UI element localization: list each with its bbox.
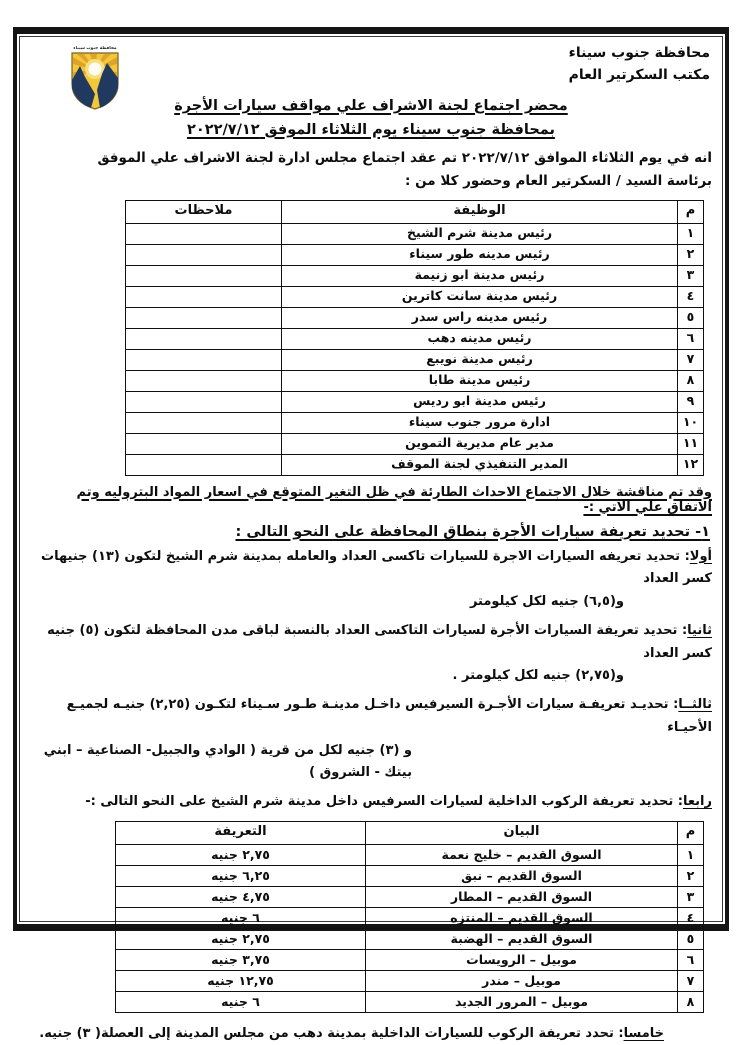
intro-paragraph [30,147,712,193]
fare-amount: ٦,٢٥ جنيه [116,865,366,886]
attendee-row [126,433,704,454]
clause-label: ثانيا [687,622,712,638]
fares-table [115,821,704,1013]
attendee-position: رئيس مدينه راس سدر [282,307,678,328]
attendee-row [126,349,704,370]
attendee-num: ١٢ [678,454,704,475]
attendee-notes [126,265,282,286]
clause-label: رابعا [682,794,712,810]
col-header-num: م [678,821,704,844]
fare-amount: ٤,٧٥ جنيه [116,886,366,907]
document-border-frame [13,27,729,1041]
clause-text: : تحديد تعريفه السيارات الاجرة للسيارات تاكسى العداد والعامله بمدينة شرم الشيخ لتكون (١٣) جنيهات كسر العداد [41,548,712,587]
intro-line-1: انه في يوم الثلاثاء الموافق ٢٠٢٢/٧/١٢ تم عقد اجتماع مجلس ادارة لجنة الاشراف علي الموفق [97,149,712,166]
attendee-position: رئيس مدينة ابو زنيمة [282,265,678,286]
fare-num: ٥ [678,928,704,949]
attendee-num: ٤ [678,286,704,307]
attendee-notes [126,244,282,265]
clause-item [30,694,712,785]
document-page [19,36,723,1041]
attendee-position: رئيس مدينه دهب [282,328,678,349]
fare-row [116,865,704,886]
fare-row [116,928,704,949]
attendee-row [126,244,704,265]
clause-line-1 [30,546,712,592]
fare-route: موبيل – المرور الجديد [366,991,678,1012]
fare-route: السوق القديم – نبق [366,865,678,886]
attendee-row [126,370,704,391]
clause-item [30,546,712,614]
governorate-emblem [64,46,126,114]
attendee-num: ٥ [678,307,704,328]
fare-route: موبيل – الرويسات [366,949,678,970]
col-header-fare: التعريفة [116,821,366,844]
clause-line-1 [30,620,712,666]
fare-num: ٢ [678,865,704,886]
letterhead [30,42,712,87]
fare-row [116,886,704,907]
intro-line-2: برئاسة السيد / السكرتير العام وحضور كلا من : [405,172,712,189]
attendee-num: ٨ [678,370,704,391]
clauses [30,546,712,814]
attendee-notes [126,223,282,244]
attendee-num: ٢ [678,244,704,265]
attendee-notes [126,433,282,454]
emblem-caption: محافظة جنوب سيناء [73,46,117,51]
attendee-position: رئيس مدينة سانت كاترين [282,286,678,307]
attendee-num: ١٠ [678,412,704,433]
attendee-row [126,328,704,349]
fare-route: السوق القديم – الهضبة [366,928,678,949]
attendee-notes [126,391,282,412]
attendee-num: ٧ [678,349,704,370]
clause-line-2: و(٢,٧٥) جنيه لكل كيلومتر . [452,668,624,684]
attendee-position: مدير عام مديرية التموين [282,433,678,454]
attendee-row [126,391,704,412]
attendee-num: ٩ [678,391,704,412]
clause-5-text: : تحدد تعريفة الركوب للسيارات الداخلية بمدينة دهب من مجلس المدينة إلى العصلة( ٣) جنيه. [39,1025,624,1041]
fare-amount: ٦ جنيه [116,907,366,928]
attendee-notes [126,286,282,307]
clause-5 [30,1023,712,1045]
attendee-row [126,223,704,244]
attendee-position: المدير التنفيذي لجنة الموقف [282,454,678,475]
attendee-row [126,286,704,307]
fare-row [116,949,704,970]
col-header-route: البيان [366,821,678,844]
col-header-notes: ملاحظات [126,200,282,223]
attendee-num: ٣ [678,265,704,286]
fares-header-row [116,821,704,844]
attendee-position: رئيس مدينه طور سيناء [282,244,678,265]
col-header-num: م [678,200,704,223]
clause-text: : تحديـد تعريفـة سيارات الأجـرة السيرفيس داخـل مدينـة طـور سـيناء لتكـون (٢,٢٥) جنيـه لجميـع الأحيـاء [66,697,712,735]
fare-amount: ٣,٧٥ جنيه [116,949,366,970]
org-name: محافظة جنوب سيناء [568,45,710,61]
org-office: مكتب السكرتير العام [568,67,710,84]
fare-amount: ٦ جنيه [116,991,366,1012]
attendees-header-row [126,200,704,223]
fare-amount: ٢,٧٥ جنيه [116,844,366,865]
clause-line-1 [30,791,712,814]
attendee-num: ١ [678,223,704,244]
attendee-notes [126,454,282,475]
fare-num: ٧ [678,970,704,991]
attendee-row [126,412,704,433]
resolution-statement: وقد تم مناقشة خلال الاجتماع الاحداث الطارئة في ظل التغير المتوقع في اسعار المواد البتروليه وتم الاتفاق علي الاتي :- [76,484,712,515]
attendee-position: رئيس مدينة ابو رديس [282,391,678,412]
attendee-position: ادارة مرور جنوب سيناء [282,412,678,433]
attendee-position: رئيس مدينة شرم الشيخ [282,223,678,244]
fare-num: ١ [678,844,704,865]
fare-num: ٨ [678,991,704,1012]
fare-row [116,907,704,928]
attendees-table [125,200,704,476]
fare-num: ٦ [678,949,704,970]
attendee-notes [126,307,282,328]
clause-line-1 [30,694,712,740]
clause-line-2: و(٦,٥) جنيه لكل كيلومتر [469,594,624,610]
document-subtitle: بمحافظة جنوب سيناء يوم الثلاثاء الموفق ٢٠٢٢/٧/١٢ [187,121,555,138]
fare-row [116,991,704,1012]
fare-amount: ٢,٧٥ جنيه [116,928,366,949]
attendee-row [126,265,704,286]
document-title: محضر اجتماع لجنة الاشراف علي مواقف سيارات الأجرة [174,97,568,114]
attendee-position: رئيس مدينة نويبع [282,349,678,370]
fare-route: موبيل – مندر [366,970,678,991]
attendee-notes [126,370,282,391]
clause-text: : تحديد تعريفة السيارات الأجرة لسيارات التاكسى العداد بالنسبة لباقى مدن المحافظة لتكون (٥) جنيه كسر العداد [47,622,712,661]
fare-amount: ١٢,٧٥ جنيه [116,970,366,991]
attendee-position: رئيس مدينة طابا [282,370,678,391]
fare-route: السوق القديم – المنتزه [366,907,678,928]
fare-row [116,844,704,865]
clause-item [30,791,712,814]
attendee-notes [126,328,282,349]
clause-label: أولا [689,548,712,564]
attendee-row [126,307,704,328]
fare-route: السوق القديم – خليج نعمة [366,844,678,865]
fare-route: السوق القديم – المطار [366,886,678,907]
section-1-heading: ١- تحديد تعريفة سيارات الأجرة بنطاق المحافظة على النحو التالى : [235,523,710,540]
col-header-position: الوظيفة [282,200,678,223]
clause-label: ثالثــا [678,697,712,713]
clause-text: : تحديد تعريفة الركوب الداخلية لسيارات السرفيس داخل مدينة شرم الشيخ على النحو التالى :- [85,794,683,810]
clause-item [30,620,712,688]
attendee-notes [126,412,282,433]
attendee-notes [126,349,282,370]
fare-row [116,970,704,991]
clause-line-2: و (٣) جنيه لكل من قرية ( الوادي والجبيل- الصناعية – ابني بيتك - الشروق ) [43,742,412,781]
fare-num: ٤ [678,907,704,928]
fare-num: ٣ [678,886,704,907]
attendee-num: ١١ [678,433,704,454]
attendee-row [126,454,704,475]
south-sinai-emblem-icon [71,52,119,110]
attendee-num: ٦ [678,328,704,349]
clause-5-label: خامسا [623,1025,664,1041]
